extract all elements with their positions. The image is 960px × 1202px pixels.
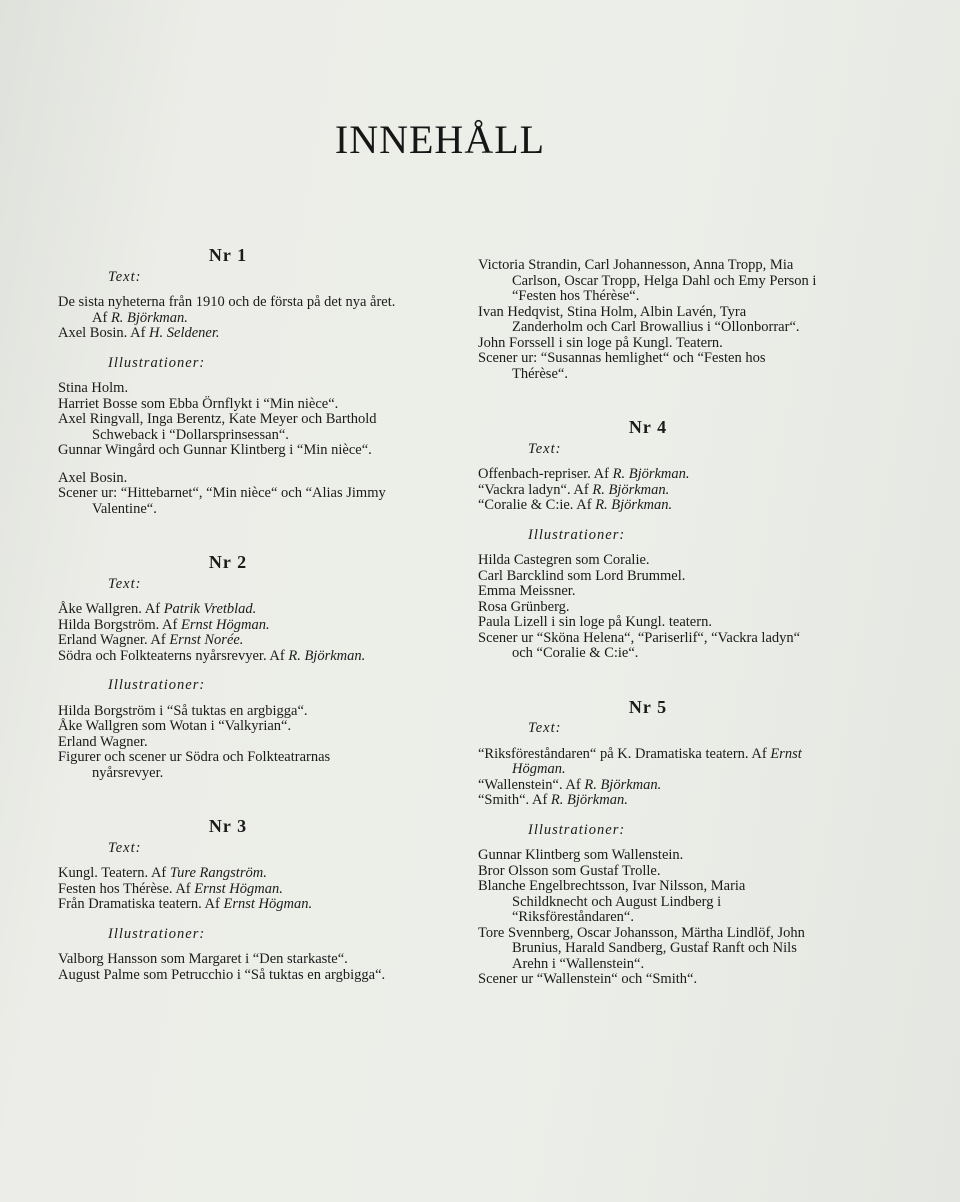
nr3-text-1: Kungl. Teatern. Af Ture Rangström. xyxy=(58,865,267,881)
nr1-heading: Nr 1 xyxy=(208,245,248,265)
nr1-ill-2: Harriet Bosse som Ebba Örnflykt i “Min nièce“. xyxy=(58,395,339,412)
nr3-ill-3: Victoria Strandin, Carl Johannesson, Anna Tropp, Mia Carlson, Oscar Tropp, Helga Dahl och Emy Person i “Festen hos Thérèse“. xyxy=(478,257,817,304)
nr2-ill-2: Åke Wallgren som Wotan i “Valkyrian“. xyxy=(58,718,292,734)
nr4-ill-4: Rosa Grünberg. xyxy=(478,598,570,615)
nr4-text-label: Text: xyxy=(528,440,562,457)
nr1-ill-5: Axel Bosin. xyxy=(58,469,128,486)
nr4-ill-5: Paula Lizell i sin loge på Kungl. teatern. xyxy=(478,614,712,630)
nr2-ill-1: Hilda Borgström i “Så tuktas en argbigga“. xyxy=(58,702,308,719)
nr1-ill-1: Stina Holm. xyxy=(58,380,129,396)
nr3-ill-1: Valborg Hansson som Margaret i “Den starkaste“. xyxy=(58,951,348,967)
nr5-heading: Nr 5 xyxy=(628,696,668,717)
right-column xyxy=(478,258,818,988)
nr4-ill-6: Scener ur “Sköna Helena“, “Pariserlif“, “Vackra ladyn“ och “Coralie & C:ie“. xyxy=(478,629,801,661)
nr3-text-3: Från Dramatiska teatern. Af Ernst Högman. xyxy=(58,896,313,912)
nr1-ill-3: Axel Ringvall, Inga Berentz, Kate Meyer och Barthold Schweback i “Dollarsprinsessan“. xyxy=(58,411,377,443)
nr2-text-2: Hilda Borgström. Af Ernst Högman. xyxy=(58,616,270,633)
nr2-ill-4: Figurer och scener ur Södra och Folkteatrarnas nyårsrevyer. xyxy=(58,749,331,781)
nr2-text-3: Erland Wagner. Af Ernst Norée. xyxy=(58,632,244,648)
nr4-ill-1: Hilda Castegren som Coralie. xyxy=(478,552,650,568)
left-column xyxy=(58,245,398,983)
nr5-text-label: Text: xyxy=(528,720,562,736)
nr2-text-4: Södra och Folkteaterns nyårsrevyer. Af R. Björkman. xyxy=(58,647,366,664)
nr2-ill-3: Erland Wagner. xyxy=(58,733,148,750)
nr3-ill-label: Illustrationer: xyxy=(108,925,206,942)
nr1-ill-4: Gunnar Wingård och Gunnar Klintberg i “Min nièce“. xyxy=(58,442,372,458)
nr5-ill-4: Tore Svennberg, Oscar Johansson, Märtha Lindlöf, John Brunius, Harald Sandberg, Gustaf Ranft och Nils Arehn i “Wallenstein“. xyxy=(478,924,805,972)
nr3-ill-4: Ivan Hedqvist, Stina Holm, Albin Lavén, Tyra Zanderholm och Carl Browallius i “Ollonborrar“. xyxy=(478,303,800,335)
nr1-ill-label: Illustrationer: xyxy=(108,354,206,371)
nr3-text-2: Festen hos Thérèse. Af Ernst Högman. xyxy=(58,880,283,897)
nr1-ill-6: Scener ur: “Hittebarnet“, “Min nièce“ och “Alias Jimmy Valentine“. xyxy=(58,485,386,517)
nr2-text-label: Text: xyxy=(108,575,142,592)
nr1-text-2: Axel Bosin. Af H. Seldener. xyxy=(58,325,220,341)
nr5-ill-3: Blanche Engelbrechtsson, Ivar Nilsson, Maria Schildknecht och August Lindberg i “Riksföreståndaren“. xyxy=(478,878,746,925)
nr2-text-1: Åke Wallgren. Af Patrik Vretblad. xyxy=(58,601,257,617)
nr4-text-3: “Coralie & C:ie. Af R. Björkman. xyxy=(478,497,673,513)
nr5-text-3: “Smith“. Af R. Björkman. xyxy=(478,792,628,808)
nr5-ill-1: Gunnar Klintberg som Wallenstein. xyxy=(478,847,684,863)
nr3-ill-5: John Forssell i sin loge på Kungl. Teatern. xyxy=(478,334,723,351)
nr1-text-label: Text: xyxy=(108,268,142,285)
nr3-ill-2: August Palme som Petrucchio i “Så tuktas en argbigga“. xyxy=(58,966,386,983)
nr4-ill-3: Emma Meissner. xyxy=(478,583,576,599)
nr4-text-2: “Vackra ladyn“. Af R. Björkman. xyxy=(478,481,670,498)
nr2-heading: Nr 2 xyxy=(208,552,248,572)
nr5-ill-label: Illustrationer: xyxy=(528,821,626,838)
nr5-text-1: “Riksföreståndaren“ på K. Dramatiska teatern. Af Ernst Högman. xyxy=(478,745,802,777)
nr2-ill-label: Illustrationer: xyxy=(108,677,206,693)
nr4-ill-label: Illustrationer: xyxy=(528,526,626,543)
nr4-text-1: Offenbach-repriser. Af R. Björkman. xyxy=(478,466,690,482)
nr5-ill-5: Scener ur “Wallenstein“ och “Smith“. xyxy=(478,971,698,987)
nr1-text-1: De sista nyheterna från 1910 och de första på det nya året. Af R. Björkman. xyxy=(58,294,396,326)
nr5-ill-2: Bror Olsson som Gustaf Trolle. xyxy=(478,862,661,879)
nr3-heading: Nr 3 xyxy=(208,816,248,836)
page-title: INNEHÅLL xyxy=(334,117,546,162)
nr3-text-label: Text: xyxy=(108,839,142,856)
nr5-text-2: “Wallenstein“. Af R. Björkman. xyxy=(478,776,662,793)
nr3-ill-6: Scener ur: “Susannas hemlighet“ och “Festen hos Thérèse“. xyxy=(478,350,766,382)
nr4-heading: Nr 4 xyxy=(628,417,668,437)
nr4-ill-2: Carl Barcklind som Lord Brummel. xyxy=(478,567,686,584)
